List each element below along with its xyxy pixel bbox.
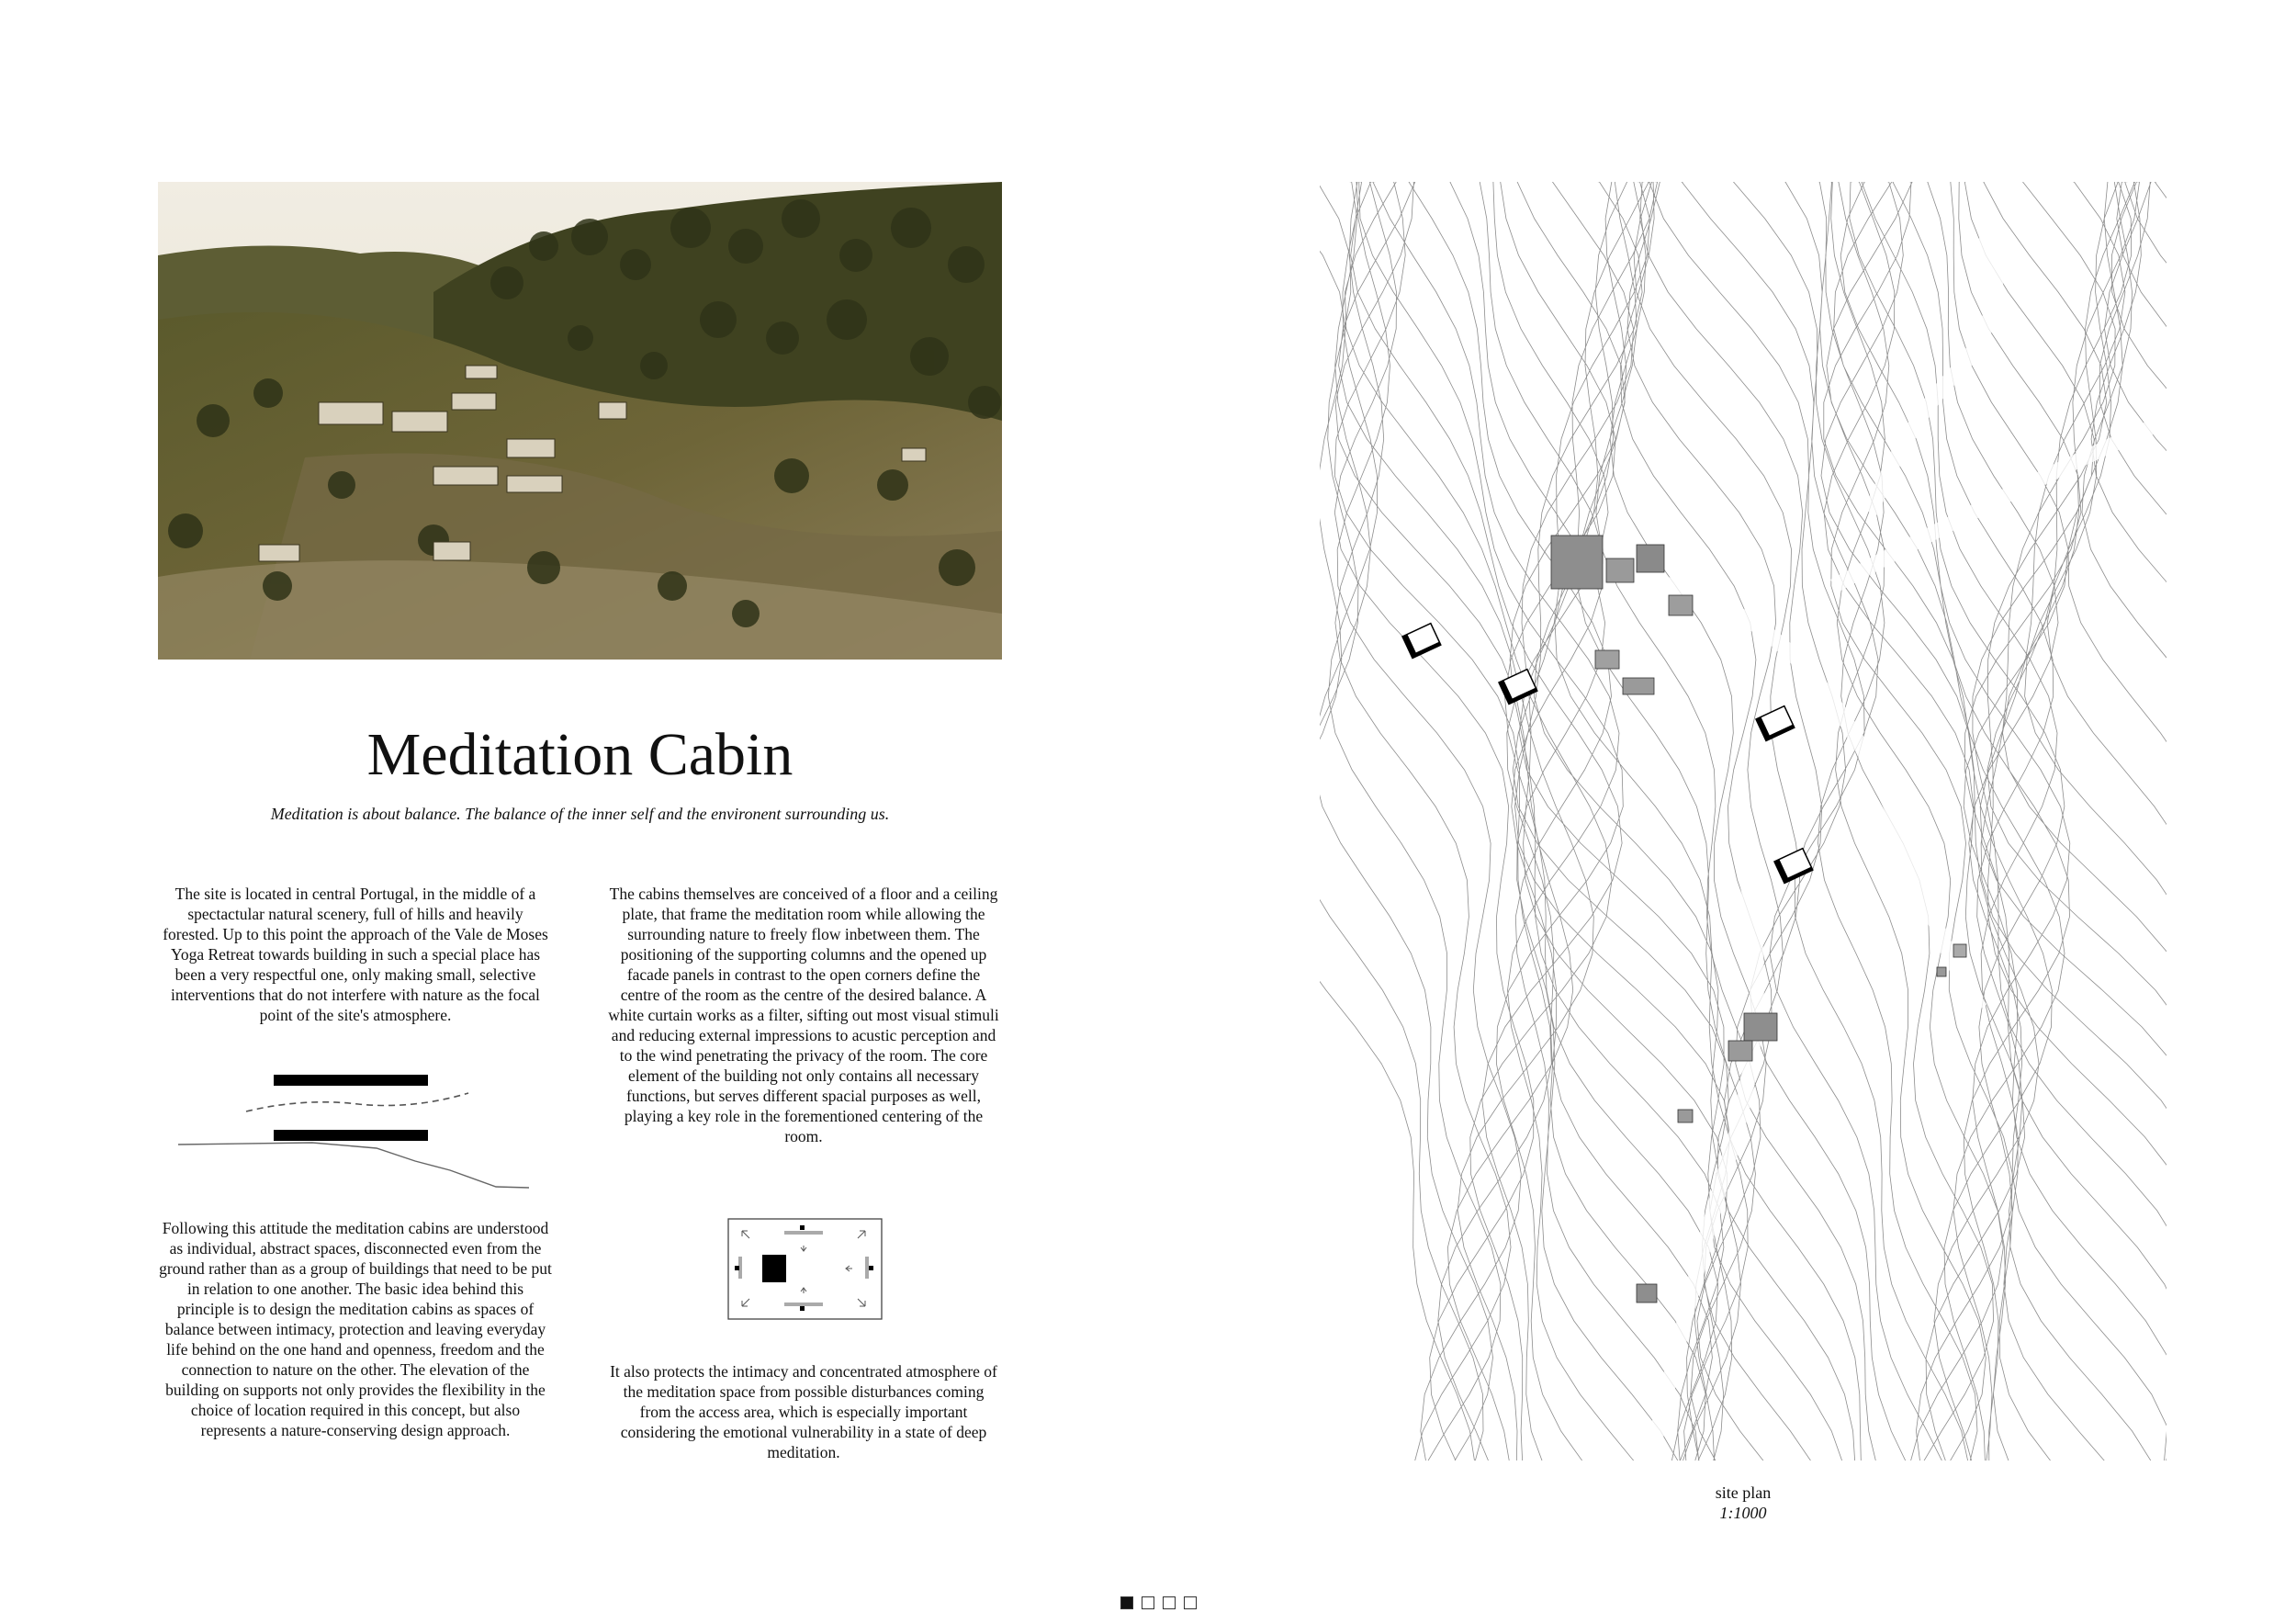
building-footprint [1637,1284,1657,1303]
building-footprint [1669,595,1693,615]
floor-plate [274,1130,428,1141]
terrain-line [178,1143,529,1188]
page-title: Meditation Cabin [366,721,793,788]
pagination [1120,1596,1197,1609]
building-footprint [1937,967,1946,976]
forest-hillside-image [158,182,1002,660]
building-footprint [1728,1041,1752,1061]
building-footprint [1606,558,1634,582]
site-plan-label: site plan [1715,1483,1772,1502]
cabin-marker [1774,849,1813,884]
building-footprint [1551,536,1603,589]
page-indicator-2[interactable] [1142,1596,1154,1609]
landscape-photo [158,182,1002,660]
page-subtitle: Meditation is about balance. The balance of the inner self and the environent surrounding us. [270,805,890,823]
page-indicator-3[interactable] [1163,1596,1176,1609]
core-element [762,1255,786,1282]
building-footprint [1953,944,1966,957]
topographic-contours [1320,182,2167,1460]
page-indicator-4[interactable] [1184,1596,1197,1609]
airflow-line [246,1093,468,1111]
site-plan-drawing [1320,182,2167,1460]
cabin-marker [1756,706,1795,741]
paragraph-intimacy: It also protects the intimacy and concentrated atmosphere of the meditation space from possible disturbances coming from the access area, which is especially important considering the emotional vulnerability in a state of deep meditation. [610,1362,997,1461]
building-footprint [1744,1013,1777,1041]
site-plan-caption [1595,1483,1891,1523]
paragraph-attitude: Following this attitude the meditation cabins are understood as individual, abstract spaces, disconnected even from the ground rather than as a group of buildings that need to be put in relation to one another. The basic idea behind this principle is to design the meditation cabins as spaces of balance between intimacy, protection and leaving everyday life behind on the one hand and openness, freedom and the connection to nature on the other. The elevation of the building on supports not only provides the flexibility in the choice of location required in this concept, but also represents a nature-conserving design approach. [159,1219,552,1439]
paragraph-site: The site is located in central Portugal, in the middle of a spectactular natural scenery, full of hills and heavily forested. Up to this point the approach of the Vale de Moses Yoga Retreat towards building in such a special place has been a very respectful one, only making small, selective interventions that do not interfere with nature as the focal point of the site's atmosphere. [163,885,548,1024]
section-diagram [174,1066,542,1194]
building-footprint [1678,1110,1693,1122]
plan-diagram [727,1218,884,1321]
ceiling-plate [274,1075,428,1086]
site-plan-scale: 1:1000 [1719,1504,1767,1522]
cabin-marker [1402,624,1441,659]
building-footprint [1623,678,1654,694]
building-footprint [1637,545,1664,572]
building-footprint [1595,650,1619,669]
paragraph-cabins: The cabins themselves are conceived of a floor and a ceiling plate, that frame the meditation room while allowing the surrounding nature to freely flow inbetween them. The positioning of the supporting columns and the opened up facade panels in contrast to the open corners define the centre of the room as the centre of the desired balance. A white curtain works as a filter, sifting out most visual stimuli and reducing external impressions to acustic perception and to the wind penetrating the privacy of the room. The core element of the building not only contains all necessary functions, but serves different spacial purposes as well, playing a key role in the forementioned centering of the room. [608,885,999,1145]
page-indicator-1[interactable] [1120,1596,1133,1609]
